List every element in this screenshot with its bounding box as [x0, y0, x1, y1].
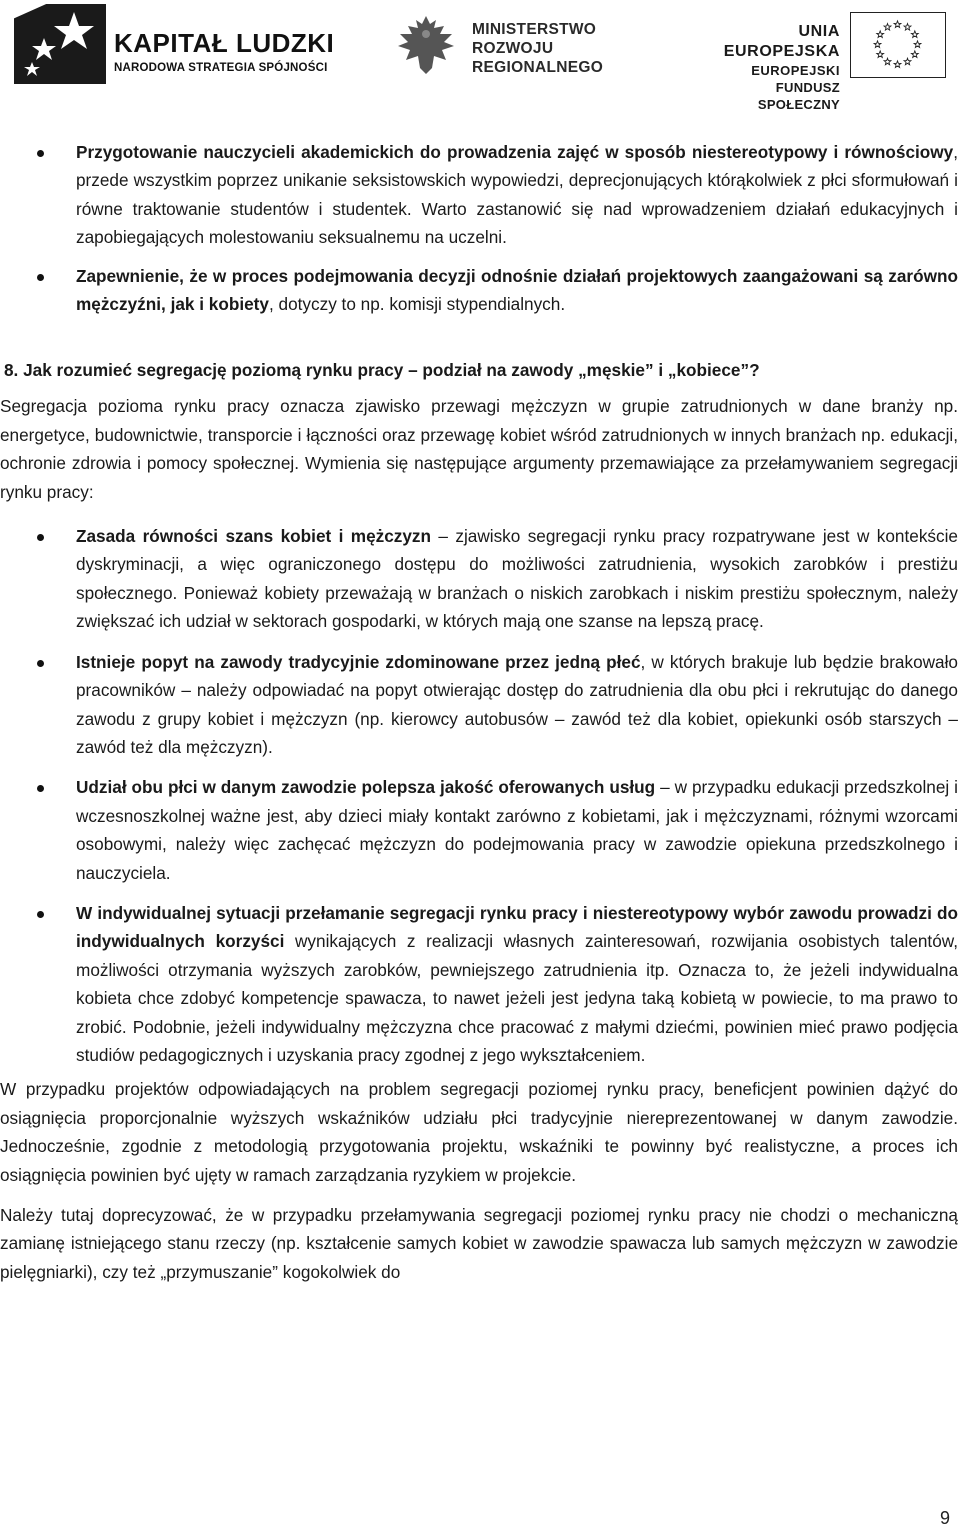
eu-logo	[690, 12, 952, 112]
kapital-ludzki-logo	[8, 2, 338, 86]
ministry-logo	[390, 10, 610, 80]
eu-star-icon	[914, 41, 921, 48]
bullet-icon	[37, 911, 44, 918]
eu-star-icon	[894, 61, 901, 68]
bullet-item	[0, 773, 958, 887]
eu-line-1: UNIA EUROPEJSKA	[723, 23, 840, 60]
bullet-item	[0, 262, 958, 319]
eu-star-icon	[904, 58, 911, 65]
eu-star-icon	[884, 24, 891, 31]
bullet-item	[0, 648, 958, 762]
eu-star-icon	[884, 58, 891, 65]
bullet-item	[0, 138, 958, 252]
ministry-line-2: ROZWOJU	[472, 40, 554, 57]
eu-star-icon	[894, 21, 901, 28]
bullet-bold-text: Zapewnienie, że w proces podejmowania decyzji odnośnie działań projektowych zaangażowani są zarówno mężczyźni, jak i kobiety	[76, 265, 958, 315]
bullet-bold-text: Zasada równości szans kobiet i mężczyzn	[76, 526, 432, 547]
bullet-text: , dotyczy to np. komisji stypendialnych.	[268, 294, 566, 315]
bullet-icon	[37, 534, 44, 541]
bullet-icon	[37, 274, 44, 281]
bullet-bold-text: Istnieje popyt na zawody tradycyjnie zdominowane przez jedną płeć	[76, 651, 641, 672]
bullet-text: wynikających z realizacji własnych zainteresowań, rozwijania osobistych talentów, możliwości otrzymania wyższych zarobków, pewniejszego zatrudnienia itp. Oznacza to, że jeżeli indywidualna kobieta chce zdobyć kompetencje spawacza, to nawet jeżeli jest jedyna taką kobietą w powiecie, to ma prawo to zrobić. Podobnie, jeżeli indywidualny mężczyzna chce pracować z małymi dziećmi, powinien mieć prawo podjęcia studiów pedagogicznych i uzyskania pracy zgodnej z jego wykształceniem.	[76, 931, 959, 1065]
eu-line-3: FUNDUSZ SPOŁECZNY	[757, 80, 840, 112]
kapital-ludzki-title: KAPITAŁ LUDZKI	[114, 28, 335, 58]
eu-flag-icon	[850, 12, 946, 78]
bullet-icon	[37, 785, 44, 792]
eu-line-2: EUROPEJSKI	[751, 63, 840, 78]
ministry-line-1: MINISTERSTWO	[472, 21, 597, 38]
bullet-icon	[37, 150, 44, 157]
bullet-bold-text: W indywidualnej sytuacji przełamanie segregacji rynku pracy i niestereotypowy wybór zawodu prowadzi do indywidualnych korzyści	[76, 902, 958, 952]
eu-star-icon	[911, 31, 918, 38]
document-body	[0, 138, 958, 1286]
ministry-line-3: REGIONALNEGO	[472, 59, 604, 76]
logo-header	[0, 0, 960, 112]
bullet-item	[0, 522, 958, 636]
intro-paragraph: Segregacja pozioma rynku pracy oznacza zjawisko przewagi mężczyzn w grupie zatrudnionych w dane branży np. energetyce, budownictwie, transporcie i łączności oraz przewagę kobiet wśród zatrudnionych w innych branżach np. edukacji, ochronie zdrowia i pomocy społecznej. Wymienia się następujące argumenty przemawiające za przełamywaniem segregacji rynku pracy:	[0, 396, 958, 502]
section-heading: 8. Jak rozumieć segregację poziomą rynku pracy – podział na zawody „męskie” i „kobiece”?	[4, 360, 760, 381]
eu-star-icon	[874, 41, 881, 48]
eu-star-icon	[877, 51, 884, 58]
eu-star-icon	[911, 51, 918, 58]
eu-text	[690, 22, 840, 113]
eu-star-icon	[904, 24, 911, 31]
paragraph-2: W przypadku projektów odpowiadających na problem segregacji poziomej rynku pracy, beneficjent powinien dążyć do osiągnięcia proporcjonalnie wyższych wskaźników udziału płci tradycyjnie niereprezentowanej w danym zawodzie. Jednocześnie, zgodnie z metodologią przygotowania projektu, wskaźniki te powinny być realistyczne, a proces ich osiągnięcia powinien być ujęty w ramach zarządzania ryzykiem w projekcie.	[0, 1079, 958, 1185]
kapital-ludzki-star-icon	[14, 4, 106, 84]
bullet-text: , w których brakuje lub będzie brakowało pracowników – należy odpowiadać na popyt otwierając dostęp do zatrudnienia dla obu płci i rekrutując do danego zawodu z grupy kobiet i mężczyzn (np. kierowcy autobusów – zawód też dla kobiet, opiekunki osób starszych – zawód też dla mężczyzn).	[76, 651, 958, 757]
page-number: 9	[939, 1508, 950, 1528]
bullet-bold-text: Przygotowanie nauczycieli akademickich do prowadzenia zajęć w sposób niestereotypowy i równościowy	[76, 142, 954, 162]
eu-star-icon	[877, 31, 884, 38]
bullet-bold-text: Udział obu płci w danym zawodzie polepsza jakość oferowanych usług	[76, 777, 656, 798]
bullet-text: , przede wszystkim poprzez unikanie seksistowskich wypowiedzi, deprecjonujących którąkolwiek z płci sformułowań i równe traktowanie studentów i studentek. Warto zastanowić się nad wprowadzeniem działań edukacyjnych i zapobiegających molestowaniu seksualnemu na uczelni.	[76, 142, 958, 248]
ministry-name	[472, 20, 603, 77]
bullet-item	[0, 899, 958, 1069]
bullet-text: – zjawisko segregacji rynku pracy rozpatrywane jest w kontekście dyskryminacji, a więc ograniczonego dostępu do możliwości zatrudnienia, wysokich zarobków i prestiżu społecznego. Ponieważ kobiety przeważają w branżach o niskich zarobkach i niskim prestiżu społecznym, należy zwiększać ich udział w sektorach gospodarki, w których mają one szanse na lepszą pracę.	[76, 526, 958, 632]
kapital-ludzki-subtitle: NARODOWA STRATEGIA SPÓJNOŚCI	[114, 62, 328, 74]
polish-eagle-icon	[392, 12, 460, 78]
paragraph-3: Należy tutaj doprecyzować, że w przypadku przełamywania segregacji poziomej rynku pracy nie chodzi o mechaniczną zamianę istniejącego stanu rzeczy (np. kształcenie samych kobiet w zawodzie spawacza lub samych mężczyzn w zawodzie pielęgniarki), czy też „przymuszanie” kogokolwiek do	[0, 1205, 958, 1282]
bullet-text: – w przypadku edukacji przedszkolnej i wczesnoszkolnej ważne jest, aby dzieci miały kontakt zarówno z kobietami, jak i mężczyznami, różnymi wzorcami osobowymi, należy więc zachęcać mężczyzn do podejmowania pracy w zawodzie opiekuna przedszkolnego i nauczyciela.	[76, 777, 958, 883]
bullet-icon	[37, 660, 44, 667]
